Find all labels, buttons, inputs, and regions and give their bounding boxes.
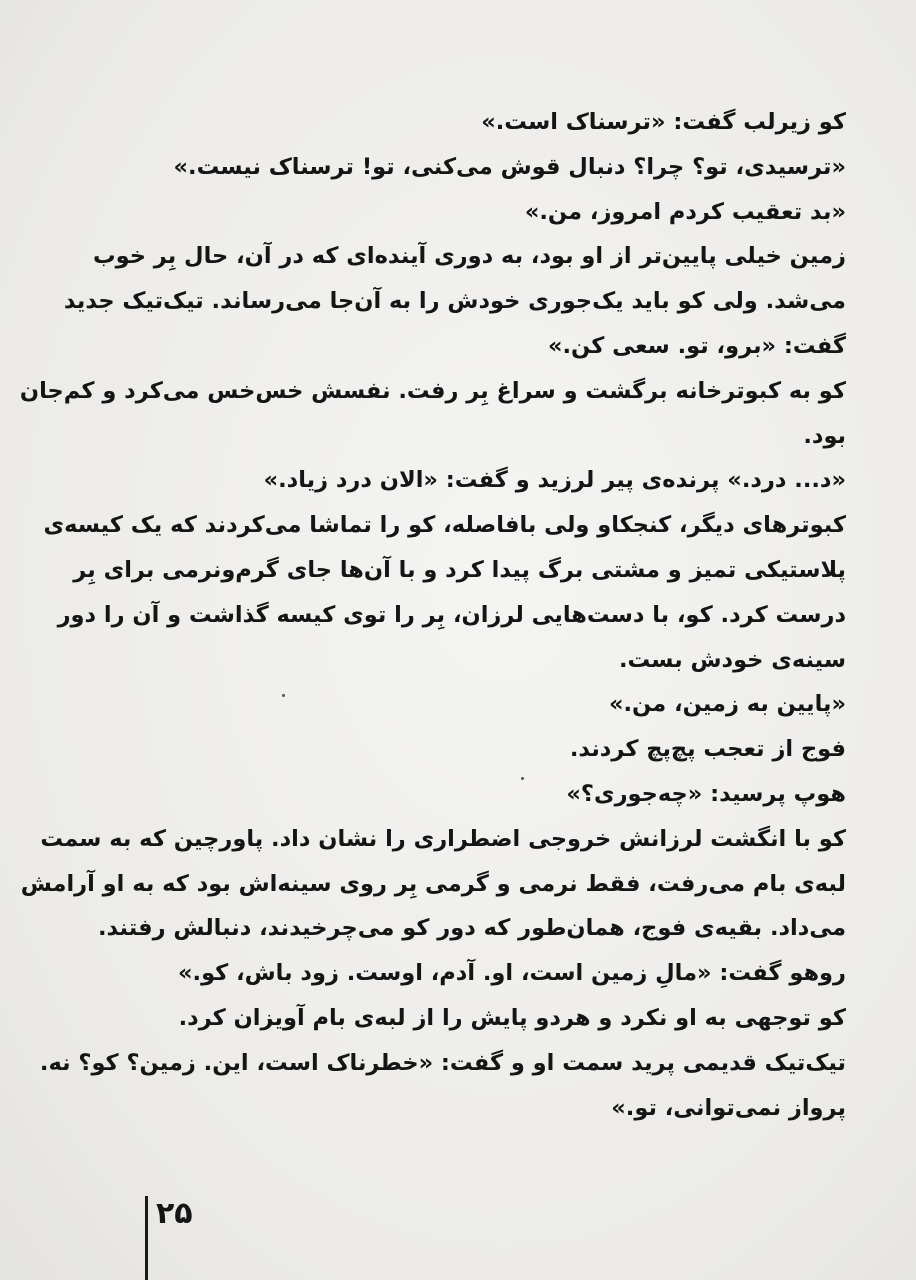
text-line-9: «د... درد.» پرنده‌ی پیر لرزید و گفت: «الان درد زیاد.»	[263, 467, 846, 494]
text-line-4: زمین خیلی پایین‌تر از او بود، به دوری آینده‌ای که در آن، حال بِر خوب	[93, 243, 846, 270]
text-line-21: کو توجهی به او نکرد و هردو پایش را از لبه‌ی بام آویزان کرد.	[178, 1004, 846, 1031]
text-line-13: سینه‌ی خودش بست.	[618, 646, 846, 673]
text-line-19: می‌داد. بقیه‌ی فوج، همان‌طور که دور کو می‌چرخیدند، دنبالش رفتند.	[97, 915, 846, 942]
text-line-1: کو زیرلب گفت: «ترسناک است.»	[481, 109, 846, 135]
page-number: ۲۵	[156, 1196, 193, 1231]
text-line-6: گفت: «برو، تو. سعی کن.»	[547, 332, 846, 359]
text-line-22: تیک‌تیک قدیمی پرید سمت او و گفت: «خطرناک است، این. زمین؟ کو؟ نه.	[39, 1049, 846, 1076]
text-line-8: بود.	[803, 422, 846, 449]
text-line-17: کو با انگشت لرزانش خروجی اضطراری را نشان داد. پاورچین که به سمت	[40, 825, 846, 852]
text-line-3: «بد تعقیب کردم امروز، من.»	[524, 198, 846, 225]
print-speck	[282, 694, 285, 697]
page-number-rule	[145, 1196, 148, 1280]
print-speck	[521, 777, 524, 780]
text-line-18: لبه‌ی بام می‌رفت، فقط نرمی و گرمی بِر روی سینه‌اش بود که به او آرامش	[20, 870, 846, 897]
text-line-10: کبوترهای دیگر، کنجکاو ولی بافاصله، کو را تماشا می‌کردند که یک کیسه‌ی	[43, 512, 846, 539]
text-line-16: هوپ پرسید: «چه‌جوری؟»	[566, 780, 846, 807]
text-line-5: می‌شد. ولی کو باید یک‌جوری خودش را به آن‌جا می‌رساند. تیک‌تیک جدید	[63, 288, 846, 315]
text-line-15: فوج از تعجب پچ‌پچ کردند.	[569, 736, 846, 763]
text-line-12: درست کرد. کو، با دست‌هایی لرزان، بِر را توی کیسه گذاشت و آن را دور	[57, 601, 846, 628]
text-line-14: «پایین به زمین، من.»	[608, 691, 846, 718]
text-line-20: روهو گفت: «مالِ زمین است، او. آدم، اوست. زود باش، کو.»	[177, 960, 846, 987]
text-line-11: پلاستیکی تمیز و مشتی برگ پیدا کرد و با آن‌ها جای گرم‌ونرمی برای بِر	[73, 556, 846, 583]
text-line-23: پرواز نمی‌توانی، تو.»	[611, 1094, 846, 1121]
text-line-7: کو به کبوترخانه برگشت و سراغ بِر رفت. نفسش خس‌خس می‌کرد و کم‌جان	[19, 377, 846, 404]
text-line-2: «ترسیدی، تو؟ چرا؟ دنبال قوش می‌کنی، تو! ترسناک نیست.»	[173, 153, 846, 180]
body-text	[19, 100, 846, 1130]
